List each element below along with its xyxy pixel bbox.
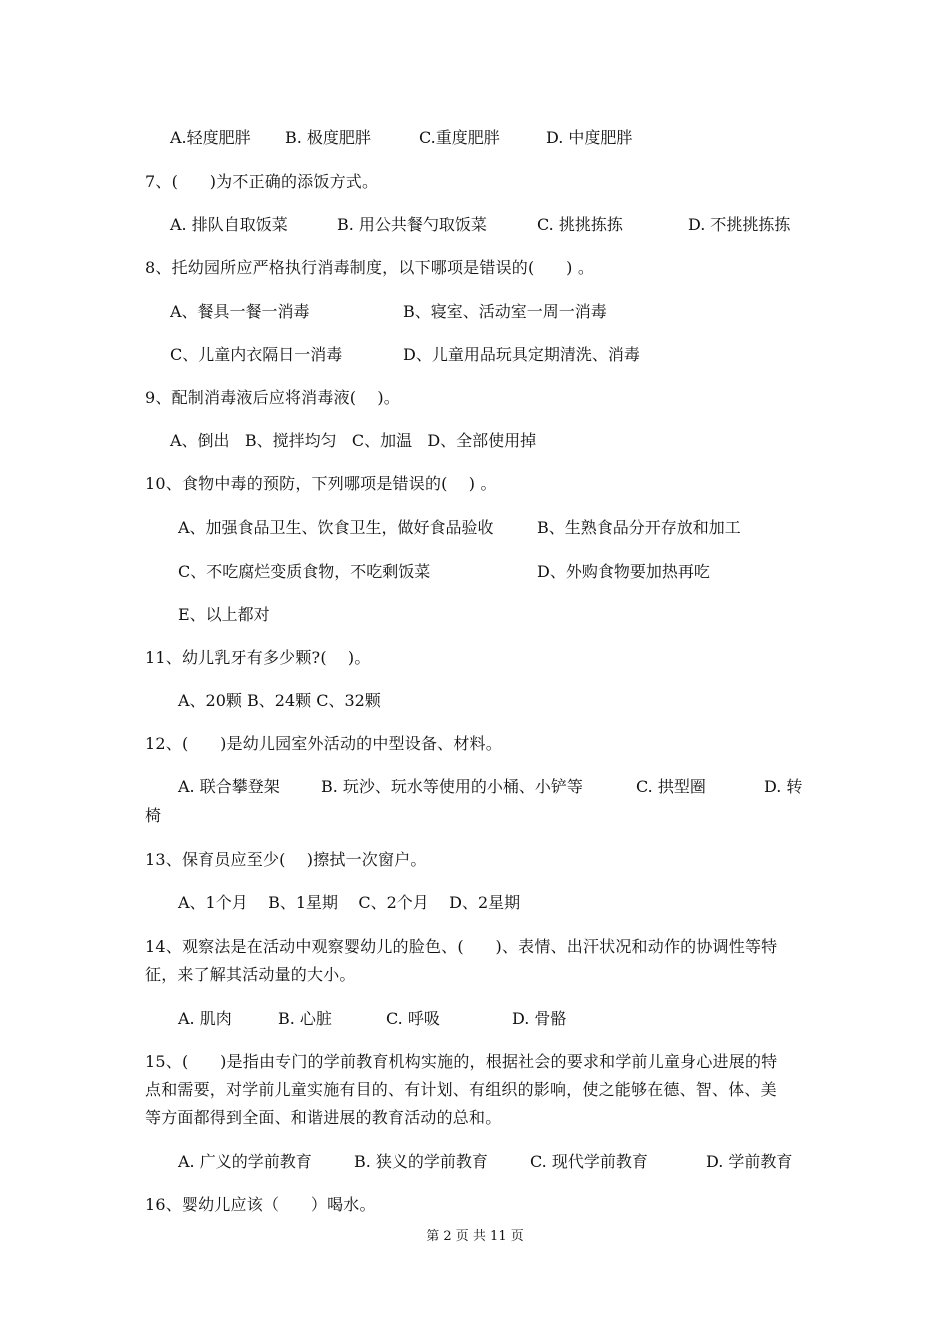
q15-option-c: C. 现代学前教育: [530, 1152, 648, 1171]
q10-option-a: A、加强食品卫生、饮食卫生，做好食品验收: [178, 518, 494, 537]
q10-option-d: D、外购食物要加热再吃: [537, 562, 710, 581]
q13-stem: 13、保育员应至少( )擦拭一次窗户。: [145, 850, 427, 869]
q7-option-b: B. 用公共餐勺取饭菜: [337, 215, 487, 234]
q6-option-c: C.重度肥胖: [419, 128, 500, 147]
q8-option-a: A、餐具一餐一消毒: [170, 302, 310, 321]
q12-option-d-wrap: 椅: [145, 806, 162, 825]
q10-stem: 10、食物中毒的预防，下列哪项是错误的( ) 。: [145, 474, 497, 493]
q9-stem: 9、配制消毒液后应将消毒液( )。: [145, 388, 401, 407]
q15-stem-line-1: 15、( )是指由专门的学前教育机构实施的，根据社会的要求和学前儿童身心进展的特: [145, 1052, 778, 1071]
q7-option-c: C. 挑挑拣拣: [537, 215, 623, 234]
q12-option-d: D. 转: [764, 777, 803, 796]
q7-option-a: A. 排队自取饭菜: [170, 215, 288, 234]
q6-option-d: D. 中度肥胖: [546, 128, 633, 147]
q12-option-b: B. 玩沙、玩水等使用的小桶、小铲等: [321, 777, 583, 796]
q8-option-b: B、寝室、活动室一周一消毒: [403, 302, 607, 321]
q13-options: A、1个月 B、1星期 C、2个月 D、2星期: [178, 893, 521, 912]
page-footer: 第 2 页 共 11 页: [426, 1229, 524, 1244]
q8-option-d: D、儿童用品玩具定期清洗、消毒: [403, 345, 640, 364]
q7-option-d: D. 不挑挑拣拣: [688, 215, 791, 234]
q10-option-c: C、不吃腐烂变质食物，不吃剩饭菜: [178, 562, 431, 581]
q15-option-d: D. 学前教育: [706, 1152, 793, 1171]
q15-option-b: B. 狭义的学前教育: [354, 1152, 488, 1171]
q14-stem-line-2: 征，来了解其活动量的大小。: [145, 965, 356, 984]
q15-stem-line-3: 等方面都得到全面、和谐进展的教育活动的总和。: [145, 1108, 502, 1127]
q12-option-a: A. 联合攀登架: [178, 777, 280, 796]
q7-stem: 7、( )为不正确的添饭方式。: [145, 172, 379, 191]
q8-stem: 8、托幼园所应严格执行消毒制度，以下哪项是错误的( ) 。: [145, 258, 595, 277]
q15-option-a: A. 广义的学前教育: [178, 1152, 312, 1171]
q6-option-a: A.轻度肥胖: [170, 128, 251, 147]
q15-stem-line-2: 点和需要，对学前儿童实施有目的、有计划、有组织的影响，使之能够在德、智、体、美: [145, 1080, 777, 1099]
q10-option-b: B、生熟食品分开存放和加工: [537, 518, 741, 537]
q11-options: A、20颗 B、24颗 C、32颗: [178, 691, 381, 710]
q16-stem: 16、婴幼儿应该（ ）喝水。: [145, 1195, 376, 1214]
q10-option-e: E、以上都对: [178, 605, 270, 624]
q14-option-d: D. 骨骼: [512, 1009, 567, 1028]
q8-option-c: C、儿童内衣隔日一消毒: [170, 345, 343, 364]
q14-stem-line-1: 14、观察法是在活动中观察婴幼儿的脸色、( )、表情、出汗状况和动作的协调性等特: [145, 937, 778, 956]
q9-options: A、倒出 B、搅拌均匀 C、加温 D、全部使用掉: [170, 431, 537, 450]
q14-option-a: A. 肌肉: [178, 1009, 232, 1028]
q6-option-b: B. 极度肥胖: [285, 128, 371, 147]
q12-stem: 12、( )是幼儿园室外活动的中型设备、材料。: [145, 734, 502, 753]
q11-stem: 11、幼儿乳牙有多少颗?( )。: [145, 648, 371, 667]
q14-option-b: B. 心脏: [278, 1009, 332, 1028]
q12-option-c: C. 拱型圈: [636, 777, 706, 796]
q14-option-c: C. 呼吸: [386, 1009, 440, 1028]
